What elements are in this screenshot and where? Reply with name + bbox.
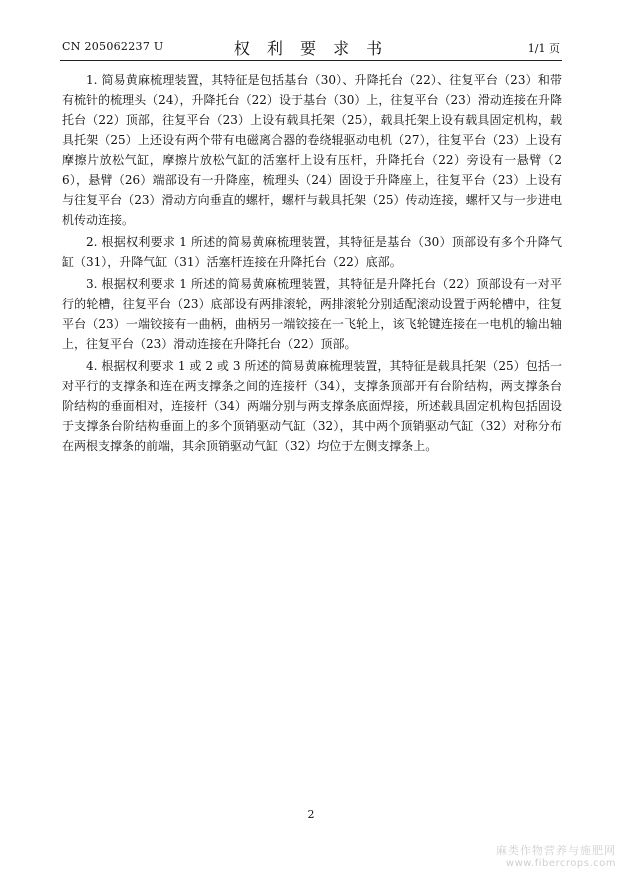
claim-paragraph: 2. 根据权利要求 1 所述的简易黄麻梳理装置，其特征是基台（30）顶部设有多个升降气缸（31），升降气缸（31）活塞杆连接在升降托台（22）底部。 <box>62 235 562 269</box>
claim-paragraph: 4. 根据权利要求 1 或 2 或 3 所述的简易黄麻梳理装置，其特征是载具托架（25）包括一对平行的支撑条和连在两支撑条之间的连接杆（34），支撑条顶部开有台阶结构，两支撑条台阶结构的垂面相对，连接杆（34）两端分别与两支撑条底面焊接，所述载具固定机构包括固设于支撑条台阶结构垂面上的多个顶销驱动气缸（32），其中两个顶销驱动气缸（32）对称分布在两根支撑条的前端，其余顶销驱动气缸（32）均位于左侧支撑条上。 <box>62 359 562 453</box>
claims-body <box>62 70 562 458</box>
watermark-url: www.fibercrops.com <box>505 858 616 869</box>
watermark-title: 麻类作物营养与施肥网 <box>496 844 616 857</box>
claim-paragraph: 1. 简易黄麻梳理装置，其特征是包括基台（30）、升降托台（22）、往复平台（23）和带有梳针的梳理头（24），升降托台（22）设于基台（30）上，往复平台（23）滑动连接在升降托台（22）顶部，往复平台（23）上设有载具托架（25），载具托架上设有载具固定机构，载具托架（25）上还设有两个带有电磁离合器的卷绕辊驱动电机（27），往复平台（23）上设有摩擦片放松气缸，摩擦片放松气缸的活塞杆上设有压杆，升降托台（22）旁设有一悬臂（26），悬臂（26）端部设有一升降座，梳理头（24）固设于升降座上，往复平台（23）上设有与往复平台（23）滑动方向垂直的螺杆，螺杆与载具托架（25）传动连接，螺杆又与一步进电机传动连接。 <box>62 73 562 227</box>
document-number: CN 205062237 U <box>62 40 164 53</box>
page-header <box>60 36 562 61</box>
document-title: 权 利 要 求 书 <box>233 39 389 58</box>
page-indicator: 1/1 页 <box>527 42 560 55</box>
site-watermark <box>496 842 616 869</box>
claim-paragraph: 3. 根据权利要求 1 所述的简易黄麻梳理装置，其特征是升降托台（22）顶部设有一对平行的轮槽，往复平台（23）底部设有两排滚轮，两排滚轮分别适配滚动设置于两轮槽中，往复平台（23）一端铰接有一曲柄，曲柄另一端铰接在一飞轮上，该飞轮键连接在一电机的输出轴上，往复平台（23）滑动连接在升降托台（22）顶部。 <box>62 277 562 351</box>
page-number: 2 <box>307 808 315 821</box>
